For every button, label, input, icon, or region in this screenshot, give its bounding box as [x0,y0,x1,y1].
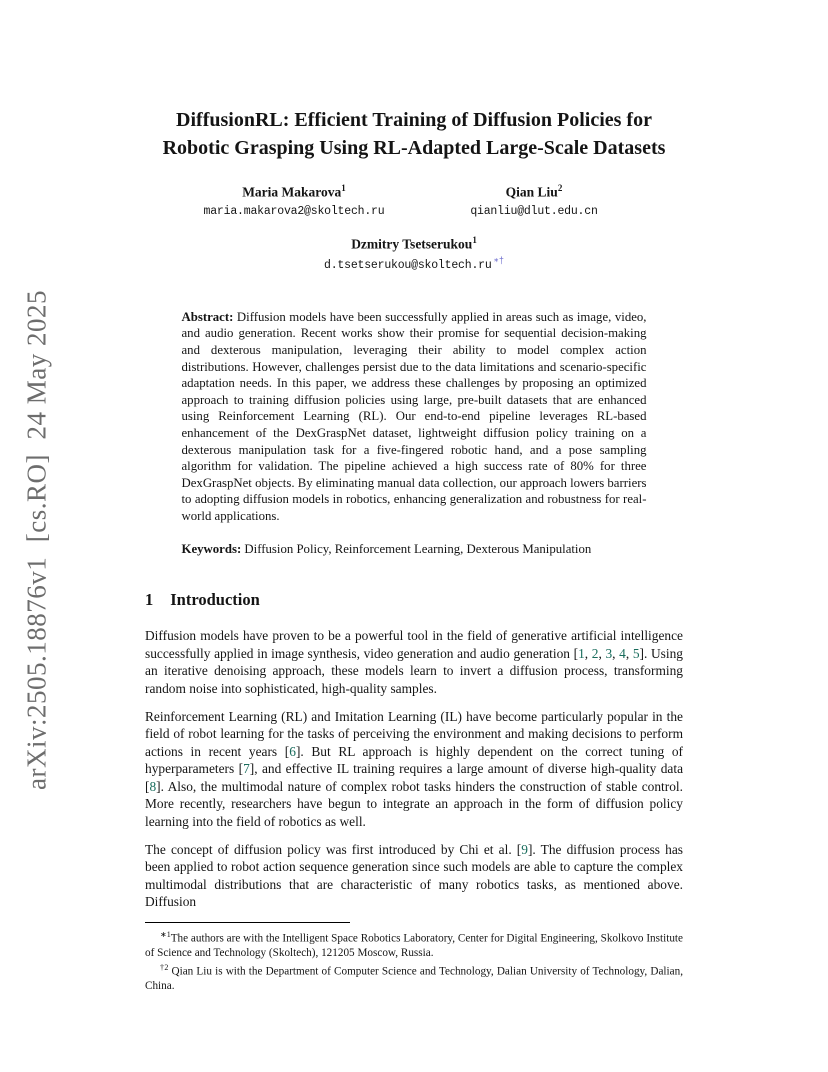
text-run: ], and effective IL training requires a large amount of diverse high-quality data [ [145,761,684,794]
keywords [182,541,647,558]
text-run: , [612,645,620,661]
footnote-2-marker: †2 [160,962,169,972]
author-block [145,183,683,272]
abstract-label: Abstract: [181,309,234,324]
author-affiliation-sup: 2 [557,183,563,193]
footnotes [145,928,683,993]
author-row [174,183,654,218]
text-run: ]. But RL approach is highly dependent on the correct tuning of hyperparameters [ [145,743,684,777]
citation-link[interactable]: 1 [578,645,585,661]
text-run: The concept of diffusion policy was first introduced by Chi et al. [ [145,841,522,857]
author-name-text: Maria Makarova [242,184,342,200]
author-email-text[interactable]: d.tsetserukou@skoltech.ru [324,258,492,272]
footnote-link-marker[interactable]: ∗† [493,256,504,266]
section-number: 1 [145,590,154,610]
citation-link[interactable]: 6 [289,743,296,759]
author-1 [174,183,414,218]
citation-link[interactable]: 7 [243,761,250,777]
author-affiliation-sup: 1 [472,234,477,245]
author-2-email[interactable]: qianliu@dlut.edu.cn [470,204,598,218]
footnote-rule [145,922,350,923]
section-title: Introduction [170,590,260,610]
text-run: , [598,645,606,661]
text-run: , [584,645,592,661]
arxiv-watermark: arXiv:2505.18876v1 [cs.RO] 24 May 2025 [21,290,52,790]
author-name-text: Dzmitry Tsetserukou [351,236,473,251]
text-run: Reinforcement Learning (RL) and Imitation Learning (IL) have become particularly popular in the field of robot learning for the tasks of perceiving the environment and making decisions to perform actions in recent years [ [145,708,683,759]
footnote-2 [145,961,683,994]
author-name-text: Qian Liu [505,184,558,200]
author-2-name [414,183,654,201]
text-run: ]. The diffusion process has been applied to robot action sequence generation since such models are able to capture the complex multimodal distributions that are characteristic of many robotics tasks, as mentioned above. Diffusion [145,841,683,910]
citation-link[interactable]: 3 [605,645,613,661]
abstract-text: Diffusion models have been successfully applied in areas such as image, video, and audio generation. Recent works show their promise for sequential decision-making and dexterous manipulation, leveraging their ability to model complex action distributions. However, challenges persist due to the data limitations and scenario-specific adaptation needs. In this paper, we address these challenges by proposing an optimized approach to training diffusion policies using large, pre-built datasets that are enhanced using Reinforcement Learning (RL). Our end-to-end pipeline leverages RL-based enhancement of the DexGraspNet dataset, lightweight diffusion policy training on a dexterous manipulation task for a five-fingered robotic hand, and a pose sampling algorithm for validation. The pipeline achieved a high success rate of 80% for three DexGraspNet objects. By eliminating manual data collection, our approach lowers barriers to adopting diffusion models in robotics, enhancing generalization and robustness for real-world applications. [181,309,647,523]
text-run: ]. Using an iterative denoising approach, these models learn to invert a diffusion process, transforming random noise into sophisticated, high-quality samples. [145,645,683,696]
citation-link[interactable]: 2 [591,645,599,661]
text-run: Diffusion models have proven to be a powerful tool in the field of generative artificial intelligence successfully applied in image synthesis, video generation and audio generation [ [145,628,683,661]
author-2 [414,183,654,218]
author-3-email [145,256,683,272]
intro-paragraph-2 [145,708,683,831]
section-heading-introduction [145,590,683,610]
paper-title: DiffusionRL: Efficient Training of Diffusion Policies for Robotic Grasping Using RL-Adapted Large-Scale Datasets [162,109,666,159]
citation-link[interactable]: 8 [149,778,157,794]
footnote-1-text: The authors are with the Intelligent Space Robotics Laboratory, Center for Digital Engineering, Skolkovo Institute of Science and Technology (Skoltech), 121205 Moscow, Russia. [145,932,683,960]
author-affiliation-sup: 1 [341,183,346,193]
footnote-1 [145,928,683,961]
footnote-1-marker: ∗1 [160,930,171,940]
author-1-name [174,183,414,201]
abstract [182,309,647,525]
footnote-2-text: Qian Liu is with the Department of Computer Science and Technology, Dalian University of Technology, Dalian, China. [145,965,683,992]
citation-link[interactable]: 5 [632,645,640,661]
author-3-name [145,235,683,253]
intro-paragraph-1 [145,627,683,697]
paper-content [145,106,683,993]
author-1-email[interactable]: maria.makarova2@skoltech.ru [203,204,385,218]
intro-paragraph-3 [145,841,683,911]
citation-link[interactable]: 4 [619,645,626,661]
author-3 [145,235,683,272]
text-run: , [625,645,633,661]
text-run: ]. Also, the multimodal nature of complex robot tasks hinders the construction of stable control. More recently, researchers have begun to integrate an approach in the form of diffusion policy learning into the field of robotics as well. [145,778,683,830]
citation-link[interactable]: 9 [521,841,528,857]
keywords-text: Diffusion Policy, Reinforcement Learning, Dexterous Manipulation [244,541,592,556]
keywords-label: Keywords: [181,541,242,556]
